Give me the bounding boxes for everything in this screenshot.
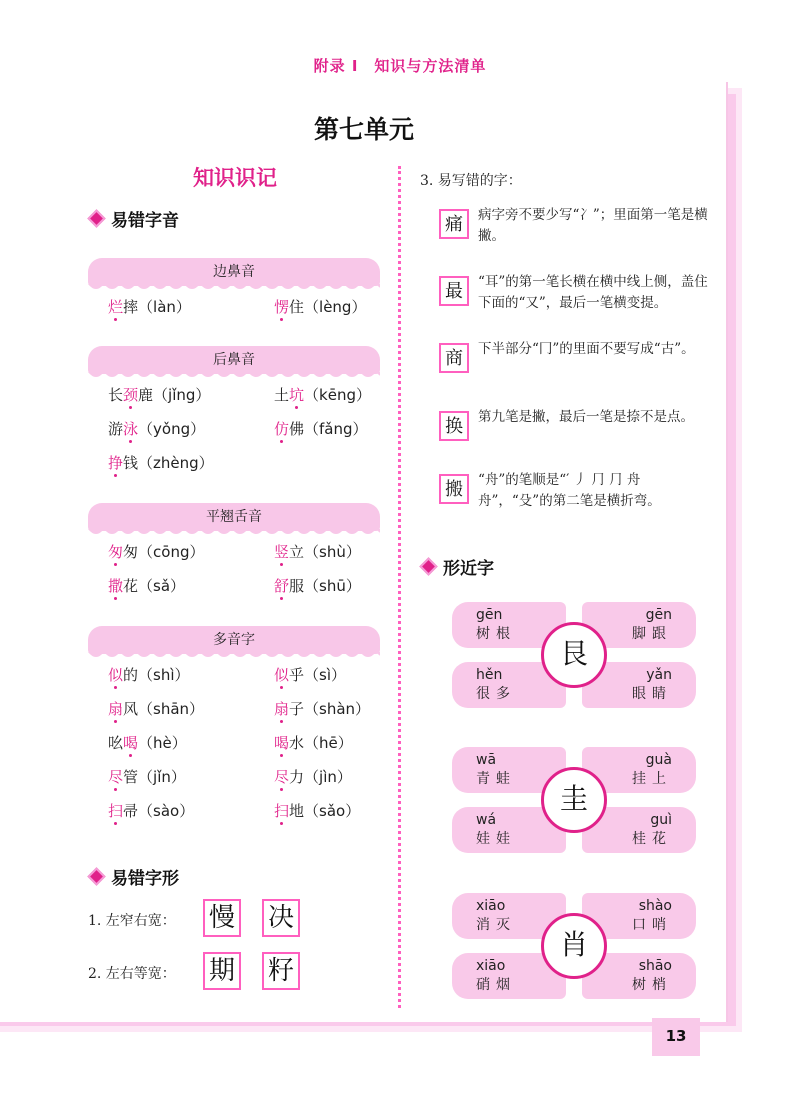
word-entry xyxy=(108,732,187,753)
wave-edge xyxy=(88,652,380,660)
pinyin: （jǐng） xyxy=(153,386,211,404)
pinyin: hěn xyxy=(476,667,503,683)
pinyin: （fǎng） xyxy=(304,420,368,438)
error-char-box: 搬 xyxy=(439,474,469,504)
pinyin: （kēng） xyxy=(304,386,371,404)
word-suffix: 风 xyxy=(123,700,139,718)
similar-word: 消灭 xyxy=(476,917,516,933)
word-entry xyxy=(274,418,368,439)
column-divider xyxy=(398,166,401,1008)
highlighted-char: 似 xyxy=(108,666,124,684)
pinyin: （sì） xyxy=(304,666,347,684)
word-suffix: 钱 xyxy=(123,454,139,472)
pinyin: wá xyxy=(476,812,497,828)
similar-word: 口哨 xyxy=(632,917,672,933)
word-suffix: 管 xyxy=(123,768,139,786)
similar-word: 很多 xyxy=(476,686,516,702)
pinyin: （shì） xyxy=(138,666,190,684)
highlighted-char: 尽 xyxy=(274,768,290,786)
knowledge-heading: 知识识记 xyxy=(193,166,277,190)
word-suffix: 帚 xyxy=(123,802,139,820)
highlighted-char: 似 xyxy=(274,666,290,684)
word-suffix: 水 xyxy=(289,734,305,752)
pinyin: shāo xyxy=(638,958,672,974)
word-prefix: 游 xyxy=(108,420,124,438)
pinyin: xiāo xyxy=(476,958,506,974)
word-suffix: 佛 xyxy=(289,420,305,438)
radical-circle: 艮 xyxy=(541,622,607,688)
section-pronunciation-label: 易错字音 xyxy=(111,211,179,231)
word-entry xyxy=(274,800,360,821)
error-char-box: 换 xyxy=(439,411,469,441)
word-entry xyxy=(108,384,210,405)
pinyin: wā xyxy=(476,752,497,768)
char-box: 籽 xyxy=(262,952,300,990)
page-number: 13 xyxy=(652,1018,700,1056)
word-suffix: 力 xyxy=(289,768,305,786)
shape-row1-label: 1. 左窄右宽： xyxy=(88,913,176,929)
highlighted-char: 匆 xyxy=(108,543,124,561)
pinyin: （yǒng） xyxy=(138,420,206,438)
group-band: 平翘舌音 xyxy=(88,503,380,531)
word-suffix: 服 xyxy=(289,577,305,595)
wave-edge xyxy=(88,372,380,380)
highlighted-char: 舒 xyxy=(274,577,290,595)
section-similar xyxy=(422,554,494,579)
group-band: 后鼻音 xyxy=(88,346,380,374)
error-char-note: 第九笔是撇，最后一笔是捺不是点。 xyxy=(478,409,694,425)
highlighted-char: 扇 xyxy=(108,700,124,718)
pinyin: （sào） xyxy=(138,802,195,820)
shape-row3-label: 3. 易写错的字： xyxy=(420,173,522,189)
highlighted-char: 泳 xyxy=(123,420,139,438)
radical-circle: 圭 xyxy=(541,767,607,833)
word-entry xyxy=(274,698,370,719)
diamond-icon xyxy=(87,867,105,885)
word-entry xyxy=(108,575,185,596)
word-entry xyxy=(108,800,194,821)
pinyin: （shān） xyxy=(138,700,205,718)
highlighted-char: 扫 xyxy=(108,802,124,820)
highlighted-char: 坑 xyxy=(289,386,305,404)
word-entry xyxy=(108,452,214,473)
section-similar-label: 形近字 xyxy=(443,559,494,579)
pinyin: （zhèng） xyxy=(138,454,214,472)
highlighted-char: 撒 xyxy=(108,577,124,595)
highlighted-char: 喝 xyxy=(123,734,139,752)
pinyin: （shū） xyxy=(304,577,361,595)
pinyin: （làn） xyxy=(138,298,191,316)
error-char-note: 下半部分“冂”的里面不要写成“古”。 xyxy=(478,341,695,357)
wave-edge xyxy=(88,529,380,537)
section-pronunciation xyxy=(90,206,179,231)
pinyin: （lèng） xyxy=(304,298,367,316)
group-band: 边鼻音 xyxy=(88,258,380,286)
highlighted-char: 扫 xyxy=(274,802,290,820)
word-entry xyxy=(108,296,191,317)
error-char-box: 痛 xyxy=(439,209,469,239)
word-entry xyxy=(108,766,186,787)
pinyin: gēn xyxy=(645,607,672,623)
highlighted-char: 烂 xyxy=(108,298,124,316)
highlighted-char: 喝 xyxy=(274,734,290,752)
word-entry xyxy=(274,541,361,562)
highlighted-char: 愣 xyxy=(274,298,290,316)
highlighted-char: 颈 xyxy=(123,386,139,404)
error-char-box: 最 xyxy=(439,276,469,306)
similar-word: 树梢 xyxy=(632,977,672,993)
wave-edge xyxy=(88,284,380,292)
word-entry xyxy=(274,732,353,753)
radical-circle: 肖 xyxy=(541,913,607,979)
word-suffix: 鹿 xyxy=(138,386,154,404)
char-box: 慢 xyxy=(203,899,241,937)
word-prefix: 吆 xyxy=(108,734,124,752)
group-band: 多音字 xyxy=(88,626,380,654)
highlighted-char: 扇 xyxy=(274,700,290,718)
word-entry xyxy=(274,296,366,317)
char-box: 期 xyxy=(203,952,241,990)
pinyin: （shù） xyxy=(304,543,361,561)
similar-word: 眼睛 xyxy=(632,686,672,702)
pinyin: （hē） xyxy=(304,734,353,752)
word-suffix: 花 xyxy=(123,577,139,595)
pinyin: guì xyxy=(650,812,672,828)
similar-word: 青蛙 xyxy=(476,771,516,787)
word-entry xyxy=(274,384,371,405)
pinyin: （hè） xyxy=(138,734,187,752)
word-suffix: 住 xyxy=(289,298,305,316)
pinyin: （jǐn） xyxy=(138,768,186,786)
pinyin: xiāo xyxy=(476,898,506,914)
similar-word: 硝烟 xyxy=(476,977,516,993)
similar-word: 树根 xyxy=(476,626,516,642)
pinyin: shào xyxy=(638,898,672,914)
pinyin: （jìn） xyxy=(304,768,352,786)
word-suffix: 子 xyxy=(289,700,305,718)
word-entry xyxy=(274,766,352,787)
pinyin: guà xyxy=(645,752,672,768)
running-header: 附录 I 知识与方法清单 xyxy=(313,57,487,75)
word-prefix: 长 xyxy=(108,386,124,404)
error-char-note: 病字旁不要少写“冫”；里面第一笔是横撇。 xyxy=(478,207,708,244)
pinyin: （shàn） xyxy=(304,700,371,718)
word-entry xyxy=(274,664,346,685)
section-shape-label: 易错字形 xyxy=(111,869,179,889)
pinyin: （cōng） xyxy=(138,543,205,561)
word-suffix: 匆 xyxy=(123,543,139,561)
unit-title: 第七单元 xyxy=(313,115,414,144)
word-suffix: 立 xyxy=(289,543,305,561)
pinyin: yǎn xyxy=(646,667,672,683)
word-suffix: 乎 xyxy=(289,666,305,684)
pinyin: （sǎ） xyxy=(138,577,186,595)
error-char-note: “耳”的第一笔长横在横中线上侧，盖住下面的“又”，最后一笔横变提。 xyxy=(478,274,708,311)
word-entry xyxy=(108,541,204,562)
similar-word: 脚跟 xyxy=(632,626,672,642)
section-shape xyxy=(90,864,179,889)
word-suffix: 摔 xyxy=(123,298,139,316)
word-entry xyxy=(108,698,204,719)
similar-word: 娃娃 xyxy=(476,831,516,847)
diamond-icon xyxy=(419,557,437,575)
word-prefix: 土 xyxy=(274,386,290,404)
pinyin: （sǎo） xyxy=(304,802,361,820)
similar-word: 挂上 xyxy=(632,771,672,787)
highlighted-char: 仿 xyxy=(274,420,290,438)
char-box: 决 xyxy=(262,899,300,937)
highlighted-char: 竖 xyxy=(274,543,290,561)
error-char-box: 商 xyxy=(439,343,469,373)
word-suffix: 的 xyxy=(123,666,139,684)
word-entry xyxy=(274,575,361,596)
pinyin: gēn xyxy=(476,607,503,623)
word-suffix: 地 xyxy=(289,802,305,820)
highlighted-char: 尽 xyxy=(108,768,124,786)
highlighted-char: 挣 xyxy=(108,454,124,472)
error-char-note: “舟”的笔顺是“′ 丿 ⺆ ⺆ 舟 舟”，“殳”的第二笔是横折弯。 xyxy=(478,472,661,509)
word-entry xyxy=(108,664,190,685)
word-entry xyxy=(108,418,205,439)
shape-row2-label: 2. 左右等宽： xyxy=(88,966,176,982)
similar-word: 桂花 xyxy=(632,831,672,847)
diamond-icon xyxy=(87,209,105,227)
